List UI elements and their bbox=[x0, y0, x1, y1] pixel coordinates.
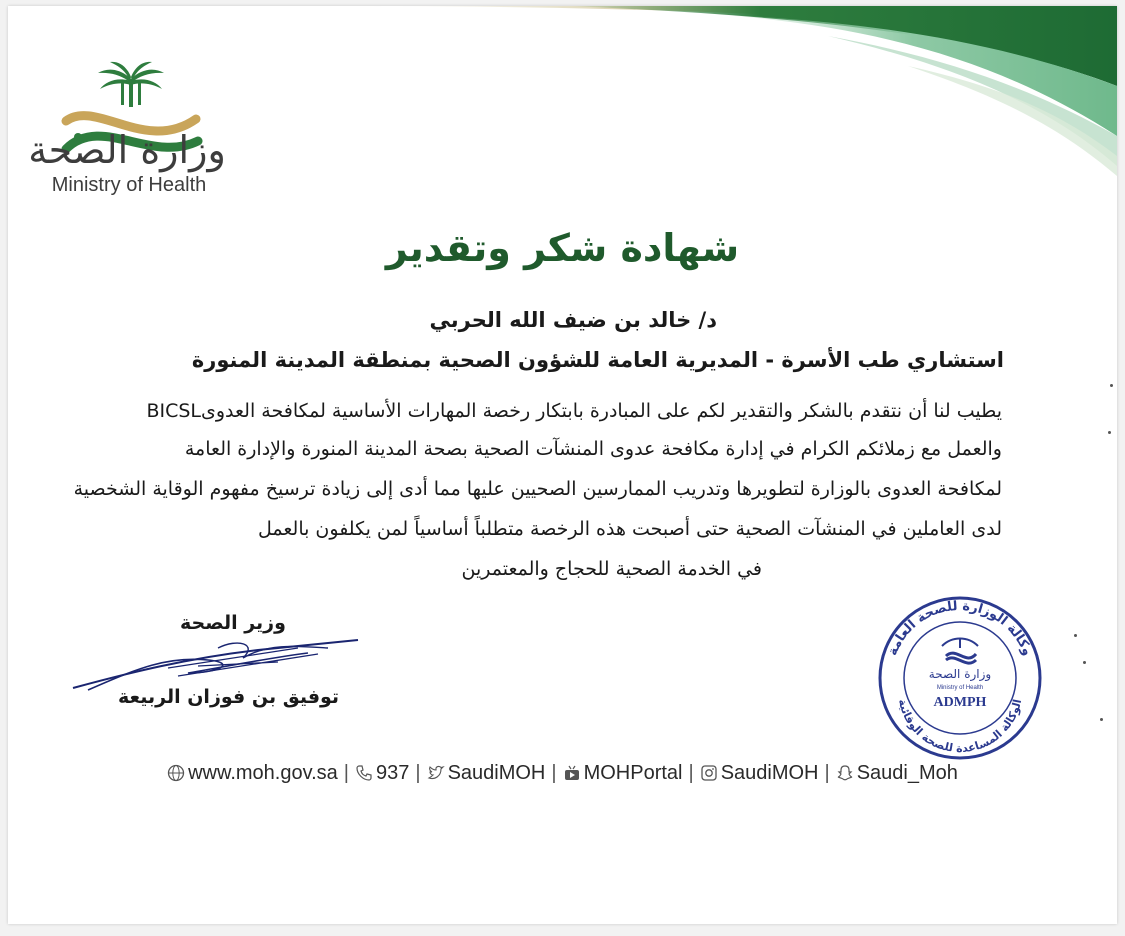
margin-speck bbox=[1100, 718, 1103, 721]
logo-arabic-text: وزارة الصحة bbox=[28, 128, 226, 172]
body-line-4: لدى العاملين في المنشآت الصحية حتى أصبحت هذه الرخصة متطلباً أساسياً لمن يكلفون بالعمل bbox=[257, 518, 1002, 540]
footer-separator: | bbox=[343, 762, 349, 784]
svg-text:وكالة الوزارة للصحة العامة bbox=[885, 599, 1035, 658]
stamp-logo-arabic: وزارة الصحة bbox=[928, 667, 992, 681]
stamp-palm-icon bbox=[942, 638, 978, 663]
certificate-title: شهادة شكر وتقدير bbox=[385, 226, 740, 270]
body-line-2: والعمل مع زملائكم الكرام في إدارة مكافحة عدوى المنشآت الصحية بصحة المدينة المنورة والإدارة العامة bbox=[184, 438, 1002, 460]
globe-icon bbox=[167, 764, 185, 782]
body-line-1: يطيب لنا أن نتقدم بالشكر والتقدير لكم على المبادرة بابتكار رخصة المهارات الأساسية لمكافحة العدوىBICSL bbox=[146, 400, 1002, 422]
margin-speck bbox=[1108, 431, 1111, 434]
footer-separator: | bbox=[824, 762, 830, 784]
snapchat-text: Saudi_Moh bbox=[856, 762, 958, 785]
margin-speck bbox=[1074, 634, 1077, 637]
instagram-text: SaudiMOH bbox=[720, 762, 819, 785]
margin-speck bbox=[1110, 384, 1113, 387]
phone-icon bbox=[355, 764, 373, 782]
footer-snapchat[interactable] bbox=[836, 762, 958, 785]
certificate-page bbox=[8, 6, 1117, 924]
signer-name: توفيق بن فوزان الربيعة bbox=[118, 686, 340, 708]
phone-text: 937 bbox=[375, 762, 410, 785]
footer-separator: | bbox=[551, 762, 557, 784]
logo-english-text: Ministry of Health bbox=[51, 174, 207, 196]
footer-instagram[interactable] bbox=[700, 762, 819, 785]
margin-speck bbox=[1083, 661, 1086, 664]
stamp-logo-english: Ministry of Health bbox=[936, 685, 984, 691]
twitter-icon bbox=[427, 764, 445, 782]
body-line-5: في الخدمة الصحية للحجاج والمعتمرين bbox=[461, 558, 762, 580]
official-stamp-seal bbox=[870, 590, 1050, 760]
footer-separator: | bbox=[688, 762, 694, 784]
signer-role: وزير الصحة bbox=[180, 612, 286, 634]
recipient-position: استشاري طب الأسرة - المديرية العامة للشؤون الصحية بمنطقة المدينة المنورة bbox=[191, 348, 1004, 372]
body-line-3: لمكافحة العدوى بالوزارة لتطويرها وتدريب الممارسين الصحيين عليها مما أدى إلى زيادة ترسيخ مفهوم الوقاية الشخصية bbox=[73, 478, 1002, 500]
footer-phone[interactable] bbox=[355, 762, 409, 785]
stamp-code: ADMPH bbox=[933, 695, 987, 710]
instagram-icon bbox=[700, 764, 718, 782]
website-text: www.moh.gov.sa bbox=[188, 762, 338, 785]
footer-twitter[interactable] bbox=[427, 762, 546, 785]
youtube-icon bbox=[563, 764, 581, 782]
recipient-name: د/ خالد بن ضيف الله الحربي bbox=[429, 308, 717, 332]
twitter-text: SaudiMOH bbox=[447, 762, 546, 785]
footer-separator: | bbox=[415, 762, 421, 784]
footer-contacts bbox=[8, 762, 1117, 785]
footer-website[interactable] bbox=[167, 762, 338, 785]
stamp-bottom-text: الوكالة المساعدة للصحة الوقائية bbox=[895, 697, 1025, 756]
stamp-top-text: وكالة الوزارة للصحة العامة bbox=[885, 598, 1035, 658]
youtube-text: MOHPortal bbox=[583, 762, 683, 785]
snapchat-icon bbox=[836, 764, 854, 782]
footer-youtube[interactable] bbox=[563, 762, 683, 785]
